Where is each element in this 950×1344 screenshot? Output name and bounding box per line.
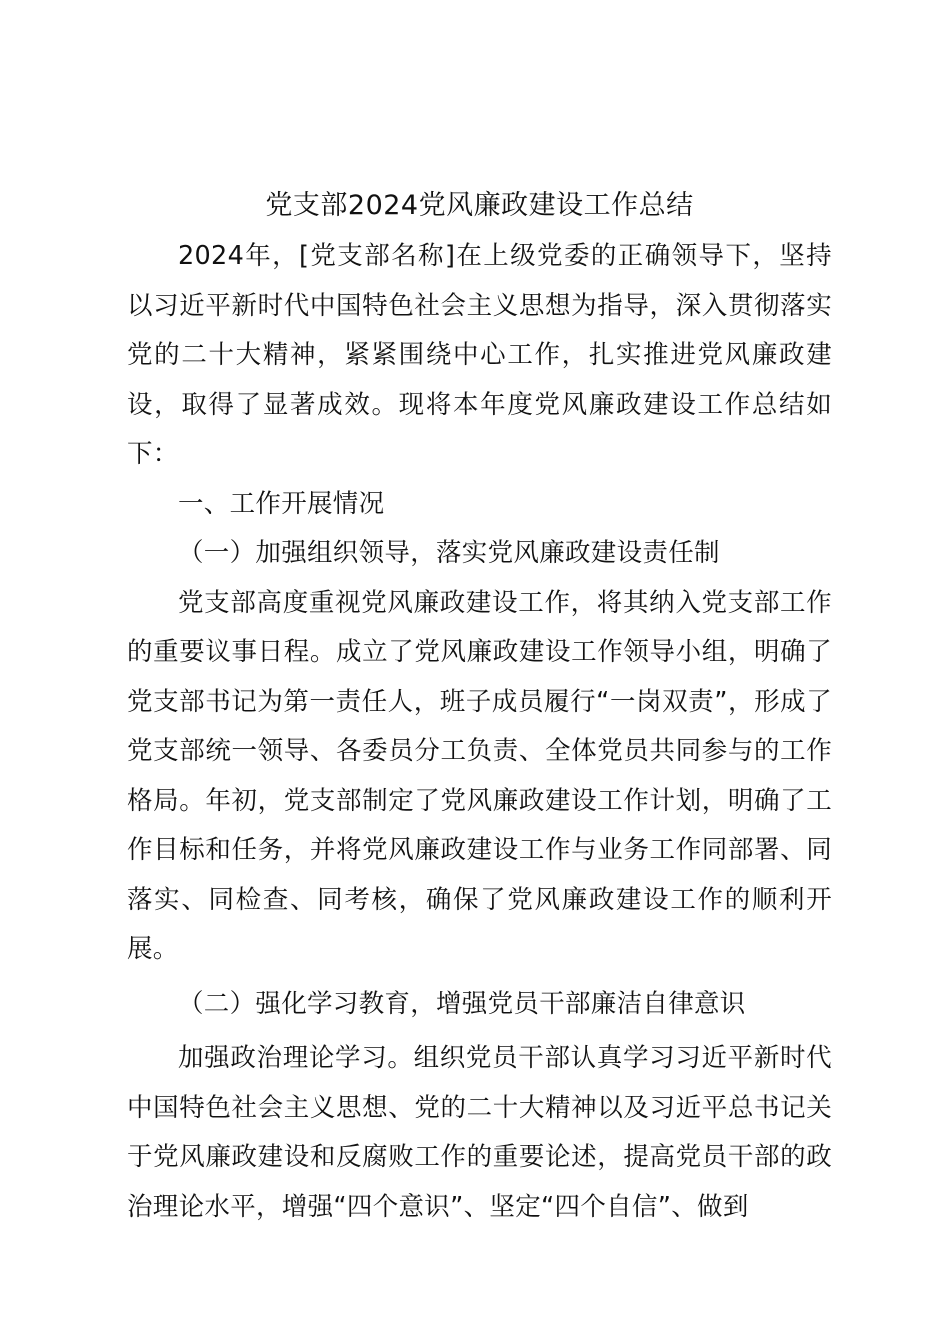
subsection-heading-1: （一）加强组织领导，落实党风廉政建设责任制 [178,538,720,568]
subsection-heading-2: （二）强化学习教育，增强党员干部廉洁自律意识 [178,988,746,1019]
intro-paragraph: 2024年，[党支部名称]在上级党委的正确领导下，坚持以习近平新时代中国特色社会主义思想为指导，深入贯彻落实党的二十大精神，紧紧围绕中心工作，扎实推进党风廉政建设，取得了显著成效。现将本年度党风廉政建设工作总结如下： [127,241,832,469]
section-heading-1: 一、工作开展情况 [178,488,385,519]
document-body [127,180,832,1232]
subsection-1-paragraph: 党支部高度重视党风廉政建设工作，将其纳入党支部工作的重要议事日程。成立了党风廉政建设工作领导小组，明确了党支部书记为第一责任人，班子成员履行“一岗双责”，形成了党支部统一领导、各委员分工负责、全体党员共同参与的工作格局。年初，党支部制定了党风廉政建设工作计划，明确了工作目标和任务，并将党风廉政建设工作与业务工作同部署、同落实、同检查、同考核，确保了党风廉政建设工作的顺利开展。 [127,587,832,964]
document-title: 党支部2024党风廉政建设工作总结 [265,190,694,221]
subsection-2-paragraph: 加强政治理论学习。组织党员干部认真学习习近平新时代中国特色社会主义思想、党的二十大精神以及习近平总书记关于党风廉政建设和反腐败工作的重要论述，提高党员干部的政治理论水平，增强“四个意识”、坚定“四个自信”、做到 [127,1043,832,1222]
